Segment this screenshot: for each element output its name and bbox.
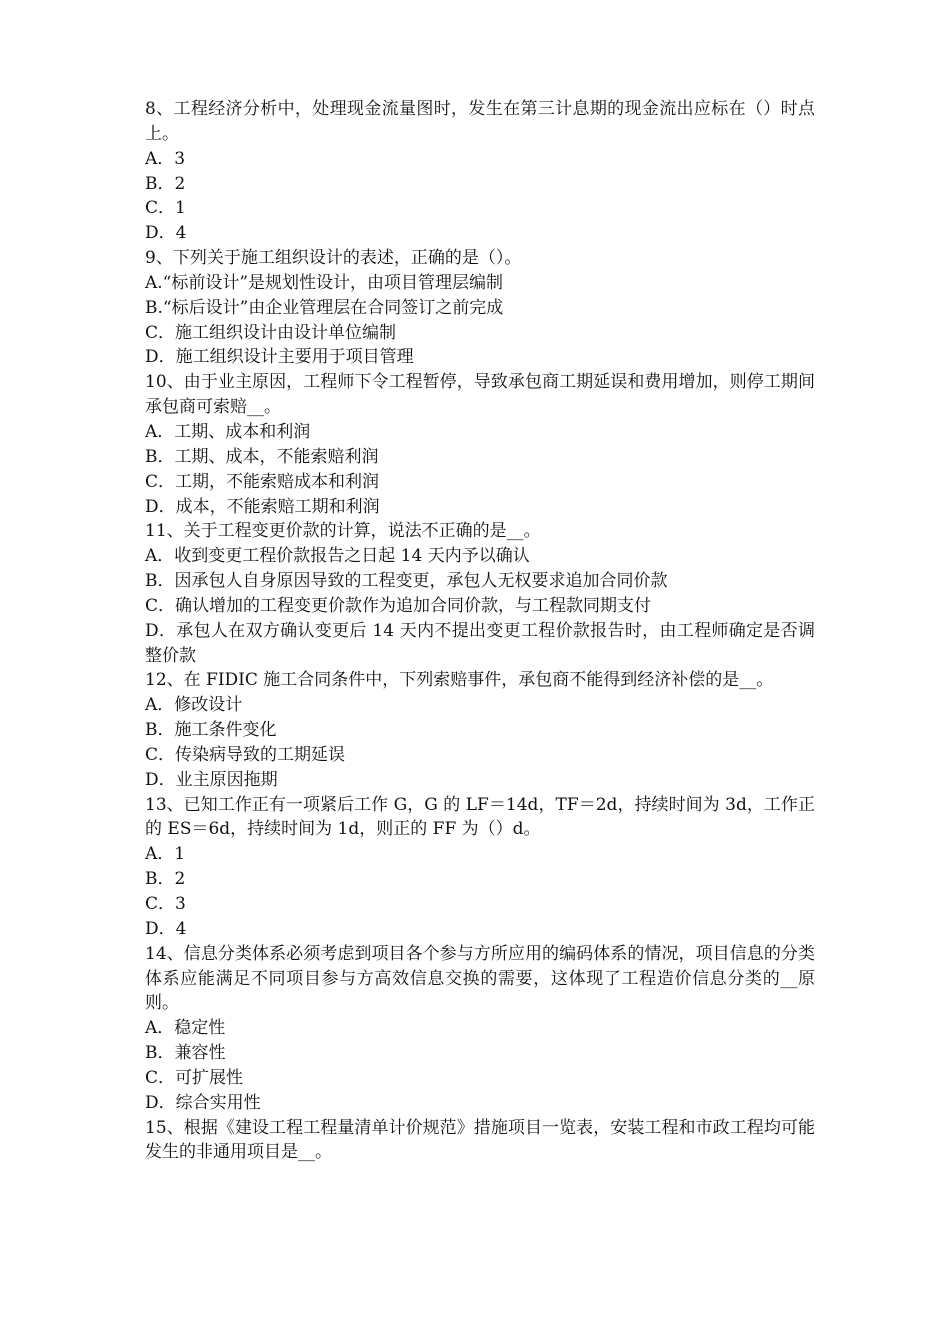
option-a: A．3 (145, 148, 186, 169)
option-b: B．兼容性 (145, 1043, 226, 1064)
question-stem: 12、在 FIDIC 施工合同条件中，下列索赔事件，承包商不能得到经济补偿的是__。 (145, 670, 774, 691)
option-b: B．工期、成本，不能索赔利润 (145, 446, 379, 467)
option-a: A．稳定性 (145, 1018, 226, 1039)
question-stem: 10、由于业主原因，工程师下令工程暂停，导致承包商工期延误和费用增加，则停工期间承包商可索赔__。 (145, 372, 815, 418)
option-b: B．施工条件变化 (145, 720, 277, 741)
option-c: C．可扩展性 (145, 1067, 244, 1088)
question-10 (145, 370, 815, 519)
question-stem: 13、已知工作正有一项紧后工作 G，G 的 LF＝14d，TF＝2d，持续时间为 3d，工作正的 ES＝6d，持续时间为 1d，则正的 FF 为（）d。 (145, 794, 815, 840)
option-c: C．传染病导致的工期延误 (145, 744, 346, 765)
question-stem: 8、工程经济分析中，处理现金流量图时，发生在第三计息期的现金流出应标在（）时点上。 (145, 99, 815, 144)
question-stem: 9、下列关于施工组织设计的表述，正确的是（）。 (145, 248, 522, 269)
question-15 (145, 1116, 815, 1166)
option-d: D．综合实用性 (145, 1092, 261, 1113)
option-c: C．1 (145, 198, 186, 219)
option-a: A．1 (145, 844, 186, 865)
question-9 (145, 246, 815, 370)
question-12 (145, 668, 815, 792)
question-14 (145, 942, 815, 1116)
option-d: D．成本，不能索赔工期和利润 (145, 496, 380, 517)
question-11 (145, 519, 815, 668)
option-a: A．收到变更工程价款报告之日起 14 天内予以确认 (145, 546, 530, 567)
option-c: C．施工组织设计由设计单位编制 (145, 322, 397, 343)
question-stem: 15、根据《建设工程工程量清单计价规范》措施项目一览表，安装工程和市政工程均可能发生的非通用项目是__。 (145, 1117, 815, 1163)
option-b: B．2 (145, 869, 186, 890)
option-a: A．工期、成本和利润 (145, 421, 311, 442)
option-d: D．4 (145, 223, 187, 244)
option-b: B．因承包人自身原因导致的工程变更，承包人无权要求追加合同价款 (145, 571, 668, 592)
option-d: D．施工组织设计主要用于项目管理 (145, 347, 414, 368)
option-c: C．工期，不能索赔成本和利润 (145, 471, 380, 492)
question-8 (145, 97, 815, 246)
option-d: D．4 (145, 918, 187, 939)
question-stem: 14、信息分类体系必须考虑到项目各个参与方所应用的编码体系的情况，项目信息的分类体系应能满足不同项目参与方高效信息交换的需要，这体现了工程造价信息分类的__原则。 (145, 943, 815, 1014)
option-a: A.“标前设计”是规划性设计，由项目管理层编制 (145, 272, 504, 293)
option-c: C．确认增加的工程变更价款作为追加合同价款，与工程款同期支付 (145, 595, 652, 616)
question-13 (145, 793, 815, 942)
option-b: B.“标后设计”由企业管理层在合同签订之前完成 (145, 297, 504, 318)
option-d: D．承包人在双方确认变更后 14 天内不提出变更工程价款报告时，由工程师确定是否调整价款 (145, 620, 815, 666)
option-d: D．业主原因拖期 (145, 769, 278, 790)
document-page (145, 97, 815, 1165)
option-b: B．2 (145, 173, 186, 194)
question-stem: 11、关于工程变更价款的计算，说法不正确的是__。 (145, 521, 541, 542)
option-a: A．修改设计 (145, 695, 243, 716)
option-c: C．3 (145, 894, 186, 914)
